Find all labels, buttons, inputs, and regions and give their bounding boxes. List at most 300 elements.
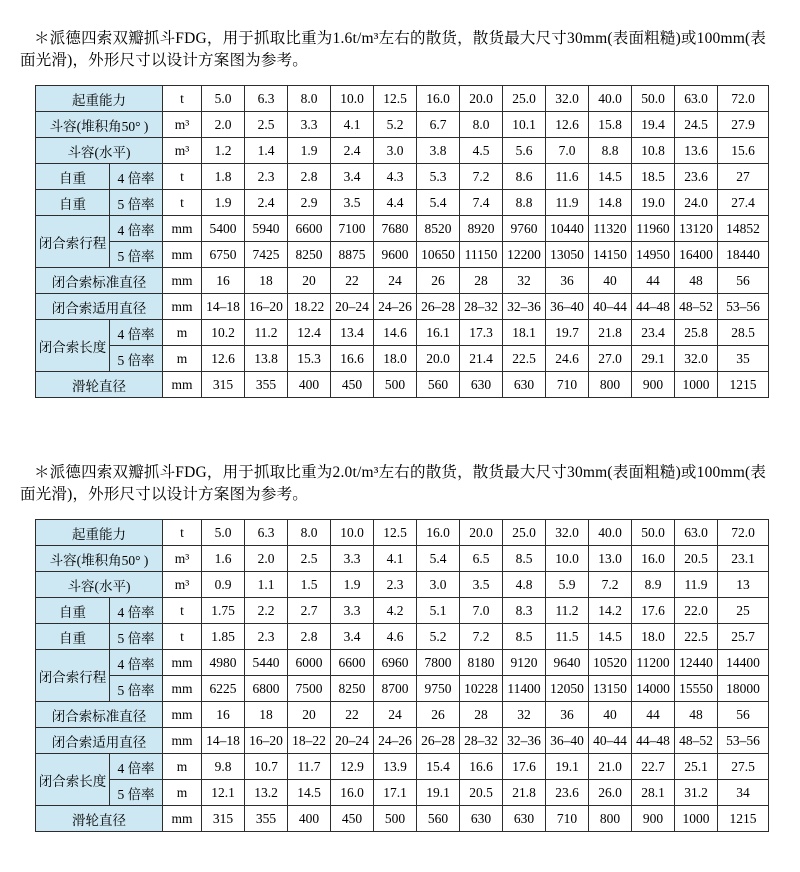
value-cell: 28 <box>460 268 503 294</box>
value-cell: 8.8 <box>589 138 632 164</box>
value-cell: 13050 <box>546 242 589 268</box>
row-label-cell: 滑轮直径 <box>36 806 163 832</box>
value-cell: 22.5 <box>675 624 718 650</box>
value-cell: 5400 <box>202 216 245 242</box>
value-cell: 27.9 <box>718 112 769 138</box>
value-cell: 630 <box>460 372 503 398</box>
unit-cell: m³ <box>163 572 202 598</box>
table-row <box>36 320 769 346</box>
value-cell: 18 <box>245 268 288 294</box>
value-cell: 25.7 <box>718 624 769 650</box>
value-cell: 16.0 <box>417 520 460 546</box>
unit-cell: mm <box>163 372 202 398</box>
value-cell: 18440 <box>718 242 769 268</box>
unit-cell: mm <box>163 216 202 242</box>
value-cell: 3.3 <box>288 112 331 138</box>
table-row <box>36 702 769 728</box>
value-cell: 48–52 <box>675 728 718 754</box>
value-cell: 28–32 <box>460 294 503 320</box>
value-cell: 8.8 <box>503 190 546 216</box>
value-cell: 11.2 <box>245 320 288 346</box>
value-cell: 450 <box>331 372 374 398</box>
value-cell: 53–56 <box>718 294 769 320</box>
value-cell: 710 <box>546 372 589 398</box>
value-cell: 5.0 <box>202 520 245 546</box>
value-cell: 12.4 <box>288 320 331 346</box>
value-cell: 6225 <box>202 676 245 702</box>
value-cell: 14.5 <box>288 780 331 806</box>
value-cell: 12440 <box>675 650 718 676</box>
value-cell: 40 <box>589 702 632 728</box>
value-cell: 14.8 <box>589 190 632 216</box>
row-label-cell: 自重 <box>36 190 110 216</box>
value-cell: 15.6 <box>718 138 769 164</box>
value-cell: 25.8 <box>675 320 718 346</box>
value-cell: 27.4 <box>718 190 769 216</box>
value-cell: 10650 <box>417 242 460 268</box>
value-cell: 16–20 <box>245 728 288 754</box>
value-cell: 6800 <box>245 676 288 702</box>
value-cell: 2.8 <box>288 164 331 190</box>
value-cell: 8.6 <box>503 164 546 190</box>
value-cell: 2.4 <box>331 138 374 164</box>
value-cell: 14.5 <box>589 164 632 190</box>
value-cell: 22 <box>331 268 374 294</box>
value-cell: 6600 <box>288 216 331 242</box>
value-cell: 15550 <box>675 676 718 702</box>
value-cell: 36–40 <box>546 294 589 320</box>
value-cell: 3.3 <box>331 546 374 572</box>
value-cell: 50.0 <box>632 86 675 112</box>
row-sublabel-cell: 5 倍率 <box>110 242 163 268</box>
value-cell: 26–28 <box>417 294 460 320</box>
value-cell: 10.1 <box>503 112 546 138</box>
row-label-cell: 斗容(堆积角50° ) <box>36 112 163 138</box>
row-label-cell: 斗容(水平) <box>36 572 163 598</box>
value-cell: 1215 <box>718 806 769 832</box>
value-cell: 3.5 <box>331 190 374 216</box>
row-label-cell: 自重 <box>36 598 110 624</box>
value-cell: 13.4 <box>331 320 374 346</box>
value-cell: 4.3 <box>374 164 417 190</box>
value-cell: 40.0 <box>589 520 632 546</box>
value-cell: 13150 <box>589 676 632 702</box>
value-cell: 5.9 <box>546 572 589 598</box>
row-sublabel-cell: 4 倍率 <box>110 216 163 242</box>
value-cell: 44 <box>632 702 675 728</box>
value-cell: 20.0 <box>460 520 503 546</box>
value-cell: 8920 <box>460 216 503 242</box>
value-cell: 16 <box>202 702 245 728</box>
row-sublabel-cell: 4 倍率 <box>110 754 163 780</box>
unit-cell: mm <box>163 268 202 294</box>
value-cell: 4.8 <box>503 572 546 598</box>
table-row <box>36 268 769 294</box>
row-sublabel-cell: 5 倍率 <box>110 676 163 702</box>
value-cell: 1.9 <box>202 190 245 216</box>
value-cell: 20.5 <box>675 546 718 572</box>
row-label-cell: 闭合索标准直径 <box>36 268 163 294</box>
value-cell: 560 <box>417 806 460 832</box>
value-cell: 2.5 <box>288 546 331 572</box>
value-cell: 7100 <box>331 216 374 242</box>
unit-cell: t <box>163 520 202 546</box>
value-cell: 44–48 <box>632 294 675 320</box>
value-cell: 31.2 <box>675 780 718 806</box>
value-cell: 56 <box>718 268 769 294</box>
value-cell: 32 <box>503 702 546 728</box>
value-cell: 44–48 <box>632 728 675 754</box>
value-cell: 48–52 <box>675 294 718 320</box>
value-cell: 710 <box>546 806 589 832</box>
unit-cell: t <box>163 86 202 112</box>
value-cell: 19.1 <box>417 780 460 806</box>
value-cell: 19.0 <box>632 190 675 216</box>
unit-cell: m <box>163 346 202 372</box>
value-cell: 315 <box>202 806 245 832</box>
unit-cell: t <box>163 624 202 650</box>
value-cell: 11200 <box>632 650 675 676</box>
value-cell: 5.3 <box>417 164 460 190</box>
value-cell: 12.5 <box>374 86 417 112</box>
row-sublabel-cell: 5 倍率 <box>110 346 163 372</box>
value-cell: 1.5 <box>288 572 331 598</box>
value-cell: 13.2 <box>245 780 288 806</box>
row-label-cell: 斗容(水平) <box>36 138 163 164</box>
value-cell: 450 <box>331 806 374 832</box>
value-cell: 24.6 <box>546 346 589 372</box>
value-cell: 18.0 <box>374 346 417 372</box>
value-cell: 2.8 <box>288 624 331 650</box>
row-label-cell: 滑轮直径 <box>36 372 163 398</box>
value-cell: 4.4 <box>374 190 417 216</box>
value-cell: 1.1 <box>245 572 288 598</box>
value-cell: 18–22 <box>288 728 331 754</box>
value-cell: 13 <box>718 572 769 598</box>
unit-cell: t <box>163 598 202 624</box>
value-cell: 5440 <box>245 650 288 676</box>
value-cell: 8.0 <box>288 520 331 546</box>
value-cell: 12.5 <box>374 520 417 546</box>
value-cell: 12050 <box>546 676 589 702</box>
value-cell: 1.6 <box>202 546 245 572</box>
value-cell: 13.9 <box>374 754 417 780</box>
value-cell: 8250 <box>331 676 374 702</box>
value-cell: 8.5 <box>503 624 546 650</box>
value-cell: 8180 <box>460 650 503 676</box>
value-cell: 16400 <box>675 242 718 268</box>
value-cell: 8.0 <box>288 86 331 112</box>
value-cell: 13.0 <box>589 546 632 572</box>
value-cell: 16–20 <box>245 294 288 320</box>
value-cell: 8520 <box>417 216 460 242</box>
value-cell: 22.5 <box>503 346 546 372</box>
row-label-cell: 闭合索长度 <box>36 320 110 372</box>
value-cell: 3.5 <box>460 572 503 598</box>
value-cell: 19.4 <box>632 112 675 138</box>
value-cell: 36 <box>546 268 589 294</box>
value-cell: 7.2 <box>460 164 503 190</box>
value-cell: 3.0 <box>417 572 460 598</box>
value-cell: 14–18 <box>202 728 245 754</box>
value-cell: 14950 <box>632 242 675 268</box>
unit-cell: mm <box>163 242 202 268</box>
unit-cell: mm <box>163 294 202 320</box>
value-cell: 23.4 <box>632 320 675 346</box>
value-cell: 8.0 <box>460 112 503 138</box>
value-cell: 17.3 <box>460 320 503 346</box>
value-cell: 6960 <box>374 650 417 676</box>
value-cell: 4.2 <box>374 598 417 624</box>
value-cell: 12.1 <box>202 780 245 806</box>
value-cell: 24–26 <box>374 728 417 754</box>
unit-cell: m <box>163 320 202 346</box>
value-cell: 50.0 <box>632 520 675 546</box>
value-cell: 4.5 <box>460 138 503 164</box>
value-cell: 53–56 <box>718 728 769 754</box>
value-cell: 7.2 <box>460 624 503 650</box>
value-cell: 900 <box>632 806 675 832</box>
value-cell: 21.4 <box>460 346 503 372</box>
value-cell: 10520 <box>589 650 632 676</box>
value-cell: 1.2 <box>202 138 245 164</box>
value-cell: 36 <box>546 702 589 728</box>
value-cell: 900 <box>632 372 675 398</box>
value-cell: 72.0 <box>718 86 769 112</box>
value-cell: 16.0 <box>417 86 460 112</box>
value-cell: 12200 <box>503 242 546 268</box>
value-cell: 28 <box>460 702 503 728</box>
value-cell: 40.0 <box>589 86 632 112</box>
table-row <box>36 780 769 806</box>
table-row <box>36 190 769 216</box>
value-cell: 35 <box>718 346 769 372</box>
value-cell: 16.0 <box>632 546 675 572</box>
unit-cell: mm <box>163 676 202 702</box>
value-cell: 12.9 <box>331 754 374 780</box>
row-sublabel-cell: 4 倍率 <box>110 650 163 676</box>
value-cell: 2.3 <box>245 164 288 190</box>
value-cell: 11.5 <box>546 624 589 650</box>
value-cell: 14.6 <box>374 320 417 346</box>
value-cell: 28.1 <box>632 780 675 806</box>
value-cell: 2.7 <box>288 598 331 624</box>
row-sublabel-cell: 5 倍率 <box>110 624 163 650</box>
value-cell: 14.5 <box>589 624 632 650</box>
table-row <box>36 728 769 754</box>
value-cell: 15.4 <box>417 754 460 780</box>
value-cell: 400 <box>288 372 331 398</box>
row-sublabel-cell: 5 倍率 <box>110 190 163 216</box>
value-cell: 16.0 <box>331 780 374 806</box>
value-cell: 2.9 <box>288 190 331 216</box>
value-cell: 10228 <box>460 676 503 702</box>
value-cell: 24 <box>374 702 417 728</box>
value-cell: 1.75 <box>202 598 245 624</box>
value-cell: 800 <box>589 372 632 398</box>
unit-cell: m³ <box>163 138 202 164</box>
value-cell: 22 <box>331 702 374 728</box>
spec-table-fdg-density-2-0 <box>35 519 769 832</box>
value-cell: 24.0 <box>675 190 718 216</box>
value-cell: 27.0 <box>589 346 632 372</box>
value-cell: 4980 <box>202 650 245 676</box>
value-cell: 7.4 <box>460 190 503 216</box>
value-cell: 8875 <box>331 242 374 268</box>
value-cell: 10.2 <box>202 320 245 346</box>
table-row <box>36 754 769 780</box>
value-cell: 315 <box>202 372 245 398</box>
value-cell: 6.3 <box>245 520 288 546</box>
value-cell: 630 <box>503 806 546 832</box>
value-cell: 6600 <box>331 650 374 676</box>
value-cell: 21.8 <box>503 780 546 806</box>
value-cell: 6.7 <box>417 112 460 138</box>
value-cell: 72.0 <box>718 520 769 546</box>
table-row <box>36 294 769 320</box>
value-cell: 48 <box>675 702 718 728</box>
value-cell: 630 <box>503 372 546 398</box>
row-sublabel-cell: 4 倍率 <box>110 320 163 346</box>
value-cell: 400 <box>288 806 331 832</box>
value-cell: 3.3 <box>331 598 374 624</box>
value-cell: 32–36 <box>503 728 546 754</box>
value-cell: 24 <box>374 268 417 294</box>
value-cell: 7800 <box>417 650 460 676</box>
row-label-cell: 闭合索适用直径 <box>36 728 163 754</box>
unit-cell: t <box>163 164 202 190</box>
value-cell: 40–44 <box>589 728 632 754</box>
value-cell: 2.3 <box>245 624 288 650</box>
value-cell: 5940 <box>245 216 288 242</box>
table-row <box>36 520 769 546</box>
value-cell: 24.5 <box>675 112 718 138</box>
value-cell: 25.0 <box>503 86 546 112</box>
value-cell: 28.5 <box>718 320 769 346</box>
value-cell: 11960 <box>632 216 675 242</box>
value-cell: 16.6 <box>460 754 503 780</box>
value-cell: 9750 <box>417 676 460 702</box>
value-cell: 26.0 <box>589 780 632 806</box>
value-cell: 1.85 <box>202 624 245 650</box>
value-cell: 12.6 <box>546 112 589 138</box>
value-cell: 2.4 <box>245 190 288 216</box>
row-sublabel-cell: 4 倍率 <box>110 164 163 190</box>
value-cell: 18000 <box>718 676 769 702</box>
value-cell: 7.2 <box>589 572 632 598</box>
value-cell: 36–40 <box>546 728 589 754</box>
table-row <box>36 138 769 164</box>
value-cell: 15.8 <box>589 112 632 138</box>
table-row <box>36 624 769 650</box>
value-cell: 28–32 <box>460 728 503 754</box>
value-cell: 500 <box>374 372 417 398</box>
value-cell: 2.2 <box>245 598 288 624</box>
value-cell: 10.0 <box>546 546 589 572</box>
row-label-cell: 起重能力 <box>36 86 163 112</box>
value-cell: 10440 <box>546 216 589 242</box>
value-cell: 5.1 <box>417 598 460 624</box>
value-cell: 14852 <box>718 216 769 242</box>
row-label-cell: 闭合索行程 <box>36 216 110 268</box>
value-cell: 26 <box>417 702 460 728</box>
value-cell: 11.9 <box>546 190 589 216</box>
value-cell: 21.8 <box>589 320 632 346</box>
value-cell: 17.6 <box>632 598 675 624</box>
value-cell: 25.1 <box>675 754 718 780</box>
value-cell: 8.9 <box>632 572 675 598</box>
value-cell: 10.0 <box>331 520 374 546</box>
value-cell: 11320 <box>589 216 632 242</box>
value-cell: 14000 <box>632 676 675 702</box>
value-cell: 3.4 <box>331 624 374 650</box>
value-cell: 11400 <box>503 676 546 702</box>
row-label-cell: 闭合索长度 <box>36 754 110 806</box>
value-cell: 11150 <box>460 242 503 268</box>
table-row <box>36 164 769 190</box>
value-cell: 18.1 <box>503 320 546 346</box>
unit-cell: mm <box>163 806 202 832</box>
value-cell: 25.0 <box>503 520 546 546</box>
value-cell: 4.1 <box>374 546 417 572</box>
value-cell: 13120 <box>675 216 718 242</box>
table-row <box>36 86 769 112</box>
table-row <box>36 676 769 702</box>
value-cell: 5.6 <box>503 138 546 164</box>
row-sublabel-cell: 5 倍率 <box>110 780 163 806</box>
table-row <box>36 572 769 598</box>
table-row <box>36 650 769 676</box>
unit-cell: mm <box>163 702 202 728</box>
value-cell: 1215 <box>718 372 769 398</box>
value-cell: 14.2 <box>589 598 632 624</box>
value-cell: 9.8 <box>202 754 245 780</box>
value-cell: 355 <box>245 806 288 832</box>
value-cell: 19.7 <box>546 320 589 346</box>
value-cell: 63.0 <box>675 520 718 546</box>
value-cell: 56 <box>718 702 769 728</box>
unit-cell: m³ <box>163 546 202 572</box>
value-cell: 16 <box>202 268 245 294</box>
value-cell: 7.0 <box>460 598 503 624</box>
value-cell: 20 <box>288 702 331 728</box>
value-cell: 20.0 <box>460 86 503 112</box>
value-cell: 26 <box>417 268 460 294</box>
value-cell: 14–18 <box>202 294 245 320</box>
value-cell: 500 <box>374 806 417 832</box>
value-cell: 7425 <box>245 242 288 268</box>
value-cell: 355 <box>245 372 288 398</box>
value-cell: 11.9 <box>675 572 718 598</box>
value-cell: 27 <box>718 164 769 190</box>
value-cell: 18 <box>245 702 288 728</box>
table-row <box>36 598 769 624</box>
value-cell: 22.7 <box>632 754 675 780</box>
value-cell: 18.22 <box>288 294 331 320</box>
value-cell: 14400 <box>718 650 769 676</box>
value-cell: 9640 <box>546 650 589 676</box>
unit-cell: m <box>163 780 202 806</box>
value-cell: 1.9 <box>331 572 374 598</box>
value-cell: 23.6 <box>546 780 589 806</box>
value-cell: 63.0 <box>675 86 718 112</box>
value-cell: 48 <box>675 268 718 294</box>
value-cell: 2.0 <box>245 546 288 572</box>
value-cell: 34 <box>718 780 769 806</box>
value-cell: 40–44 <box>589 294 632 320</box>
value-cell: 6750 <box>202 242 245 268</box>
unit-cell: mm <box>163 650 202 676</box>
